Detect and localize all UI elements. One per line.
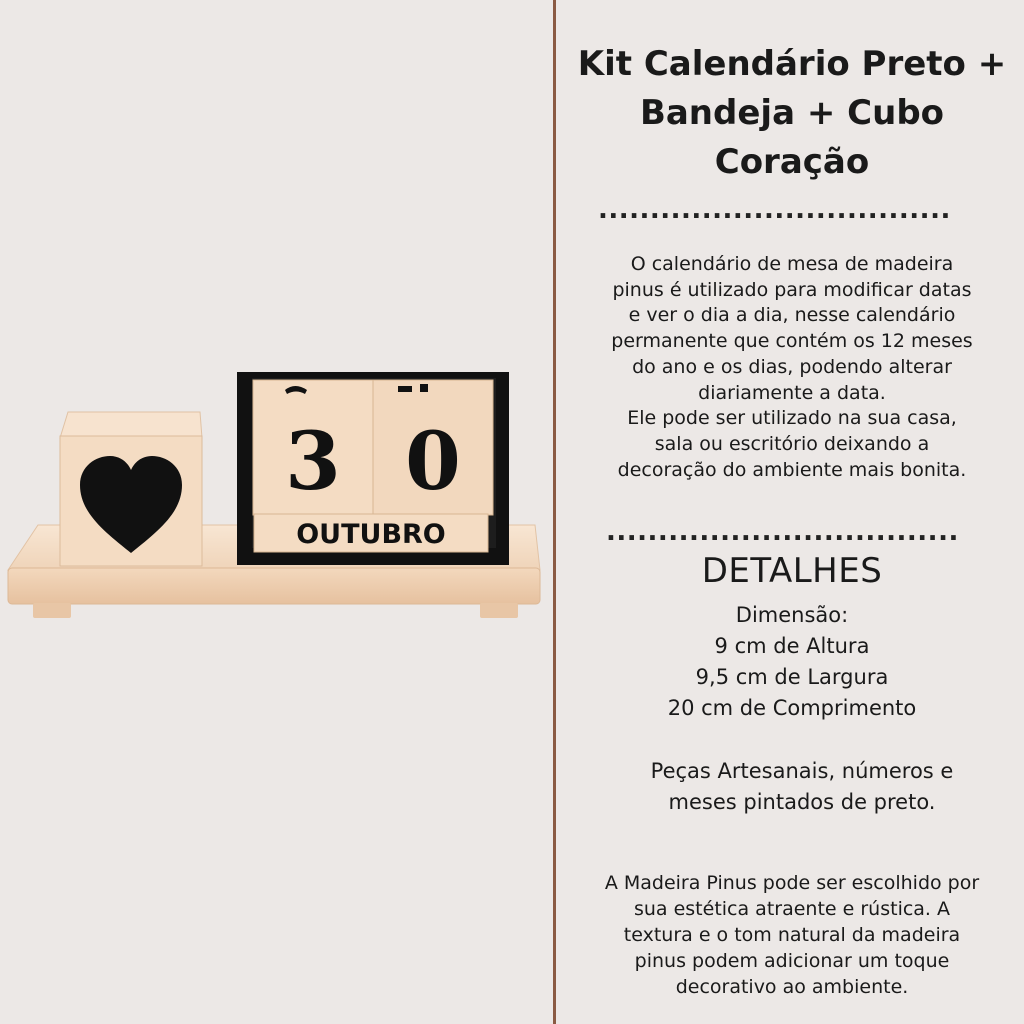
description-line: diariamente a data. — [698, 381, 886, 404]
description-line: e ver o dia a dia, nesse calendário — [628, 304, 956, 327]
calendar-month: OUTUBRO — [296, 519, 446, 550]
handmade-note — [580, 756, 1024, 818]
dotted-separator: .................................. — [598, 195, 951, 225]
product-image — [0, 360, 550, 630]
handmade-line: meses pintados de preto. — [668, 790, 936, 814]
product-description — [560, 252, 1024, 483]
handmade-line: Peças Artesanais, números e — [650, 759, 954, 783]
description-line: Ele pode ser utilizado na sua casa, — [627, 407, 957, 430]
dimension-line: 20 cm de Comprimento — [667, 696, 917, 720]
details-heading: DETALHES — [701, 551, 883, 591]
title-line: Kit Calendário Preto + — [577, 44, 1007, 84]
calendar-box — [237, 372, 509, 565]
dimensions — [560, 600, 1024, 724]
dimension-line: Dimensão: — [735, 603, 849, 627]
calendar-day-digit-2: 0 — [405, 414, 461, 508]
wood-line: pinus podem adicionar um toque — [634, 950, 950, 972]
description-line: pinus é utilizado para modificar datas — [612, 278, 972, 301]
wood-line: A Madeira Pinus pode ser escolhido por — [604, 872, 980, 894]
wood-line: sua estética atraente e rústica. A — [633, 898, 951, 920]
title-line: Bandeja + Cubo — [639, 93, 945, 133]
product-title — [560, 40, 1024, 187]
wood-line: decorativo ao ambiente. — [675, 976, 909, 998]
dimension-line: 9 cm de Altura — [714, 634, 870, 658]
vertical-divider — [553, 0, 556, 1024]
dotted-separator: .................................. — [606, 517, 959, 547]
description-line: sala ou escritório deixando a — [654, 432, 930, 455]
description-line: decoração do ambiente mais bonita. — [617, 458, 967, 481]
product-info-panel — [560, 0, 1024, 1024]
description-line: do ano e os dias, podendo alterar — [632, 355, 952, 378]
description-line: permanente que contém os 12 meses — [611, 330, 973, 353]
dimension-line: 9,5 cm de Largura — [695, 665, 889, 689]
heart-cube — [60, 412, 202, 566]
wood-note — [560, 870, 1024, 1000]
calendar-day-digit-1: 3 — [285, 414, 341, 508]
wood-line: textura e o tom natural da madeira — [623, 924, 961, 946]
title-line: Coração — [714, 142, 870, 182]
description-line: O calendário de mesa de madeira — [630, 253, 954, 275]
